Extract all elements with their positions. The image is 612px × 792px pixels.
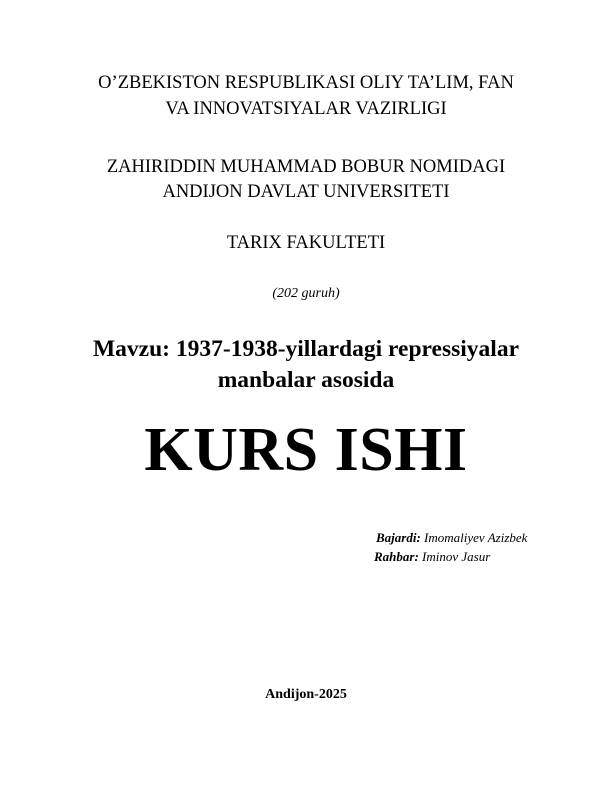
group-label: (202 guruh) — [272, 286, 340, 301]
document-title: KURS ISHI — [144, 416, 468, 484]
author-line — [376, 530, 527, 546]
author-name: Imomaliyev Azizbek — [424, 530, 528, 545]
topic-line-1: Mavzu: 1937-1938-yillardagi repressiyalar — [93, 336, 519, 362]
place-year: Andijon-2025 — [265, 687, 347, 702]
ministry-name-line-1: O’ZBEKISTON RESPUBLIKASI OLIY TA’LIM, FAN — [98, 73, 514, 93]
topic-line-2: manbalar asosida — [217, 367, 395, 393]
university-name-line-1: ZAHIRIDDIN MUHAMMAD BOBUR NOMIDAGI — [106, 157, 506, 177]
faculty-name: TARIX FAKULTETI — [226, 233, 386, 253]
university-name-line-2: ANDIJON DAVLAT UNIVERSITETI — [162, 182, 450, 202]
author-label: Bajardi: — [376, 530, 421, 545]
ministry-name-line-2: VA INNOVATSIYALAR VAZIRLIGI — [165, 99, 447, 119]
supervisor-name: Iminov Jasur — [422, 549, 491, 564]
supervisor-line — [374, 549, 490, 565]
supervisor-label: Rahbar: — [374, 549, 419, 564]
